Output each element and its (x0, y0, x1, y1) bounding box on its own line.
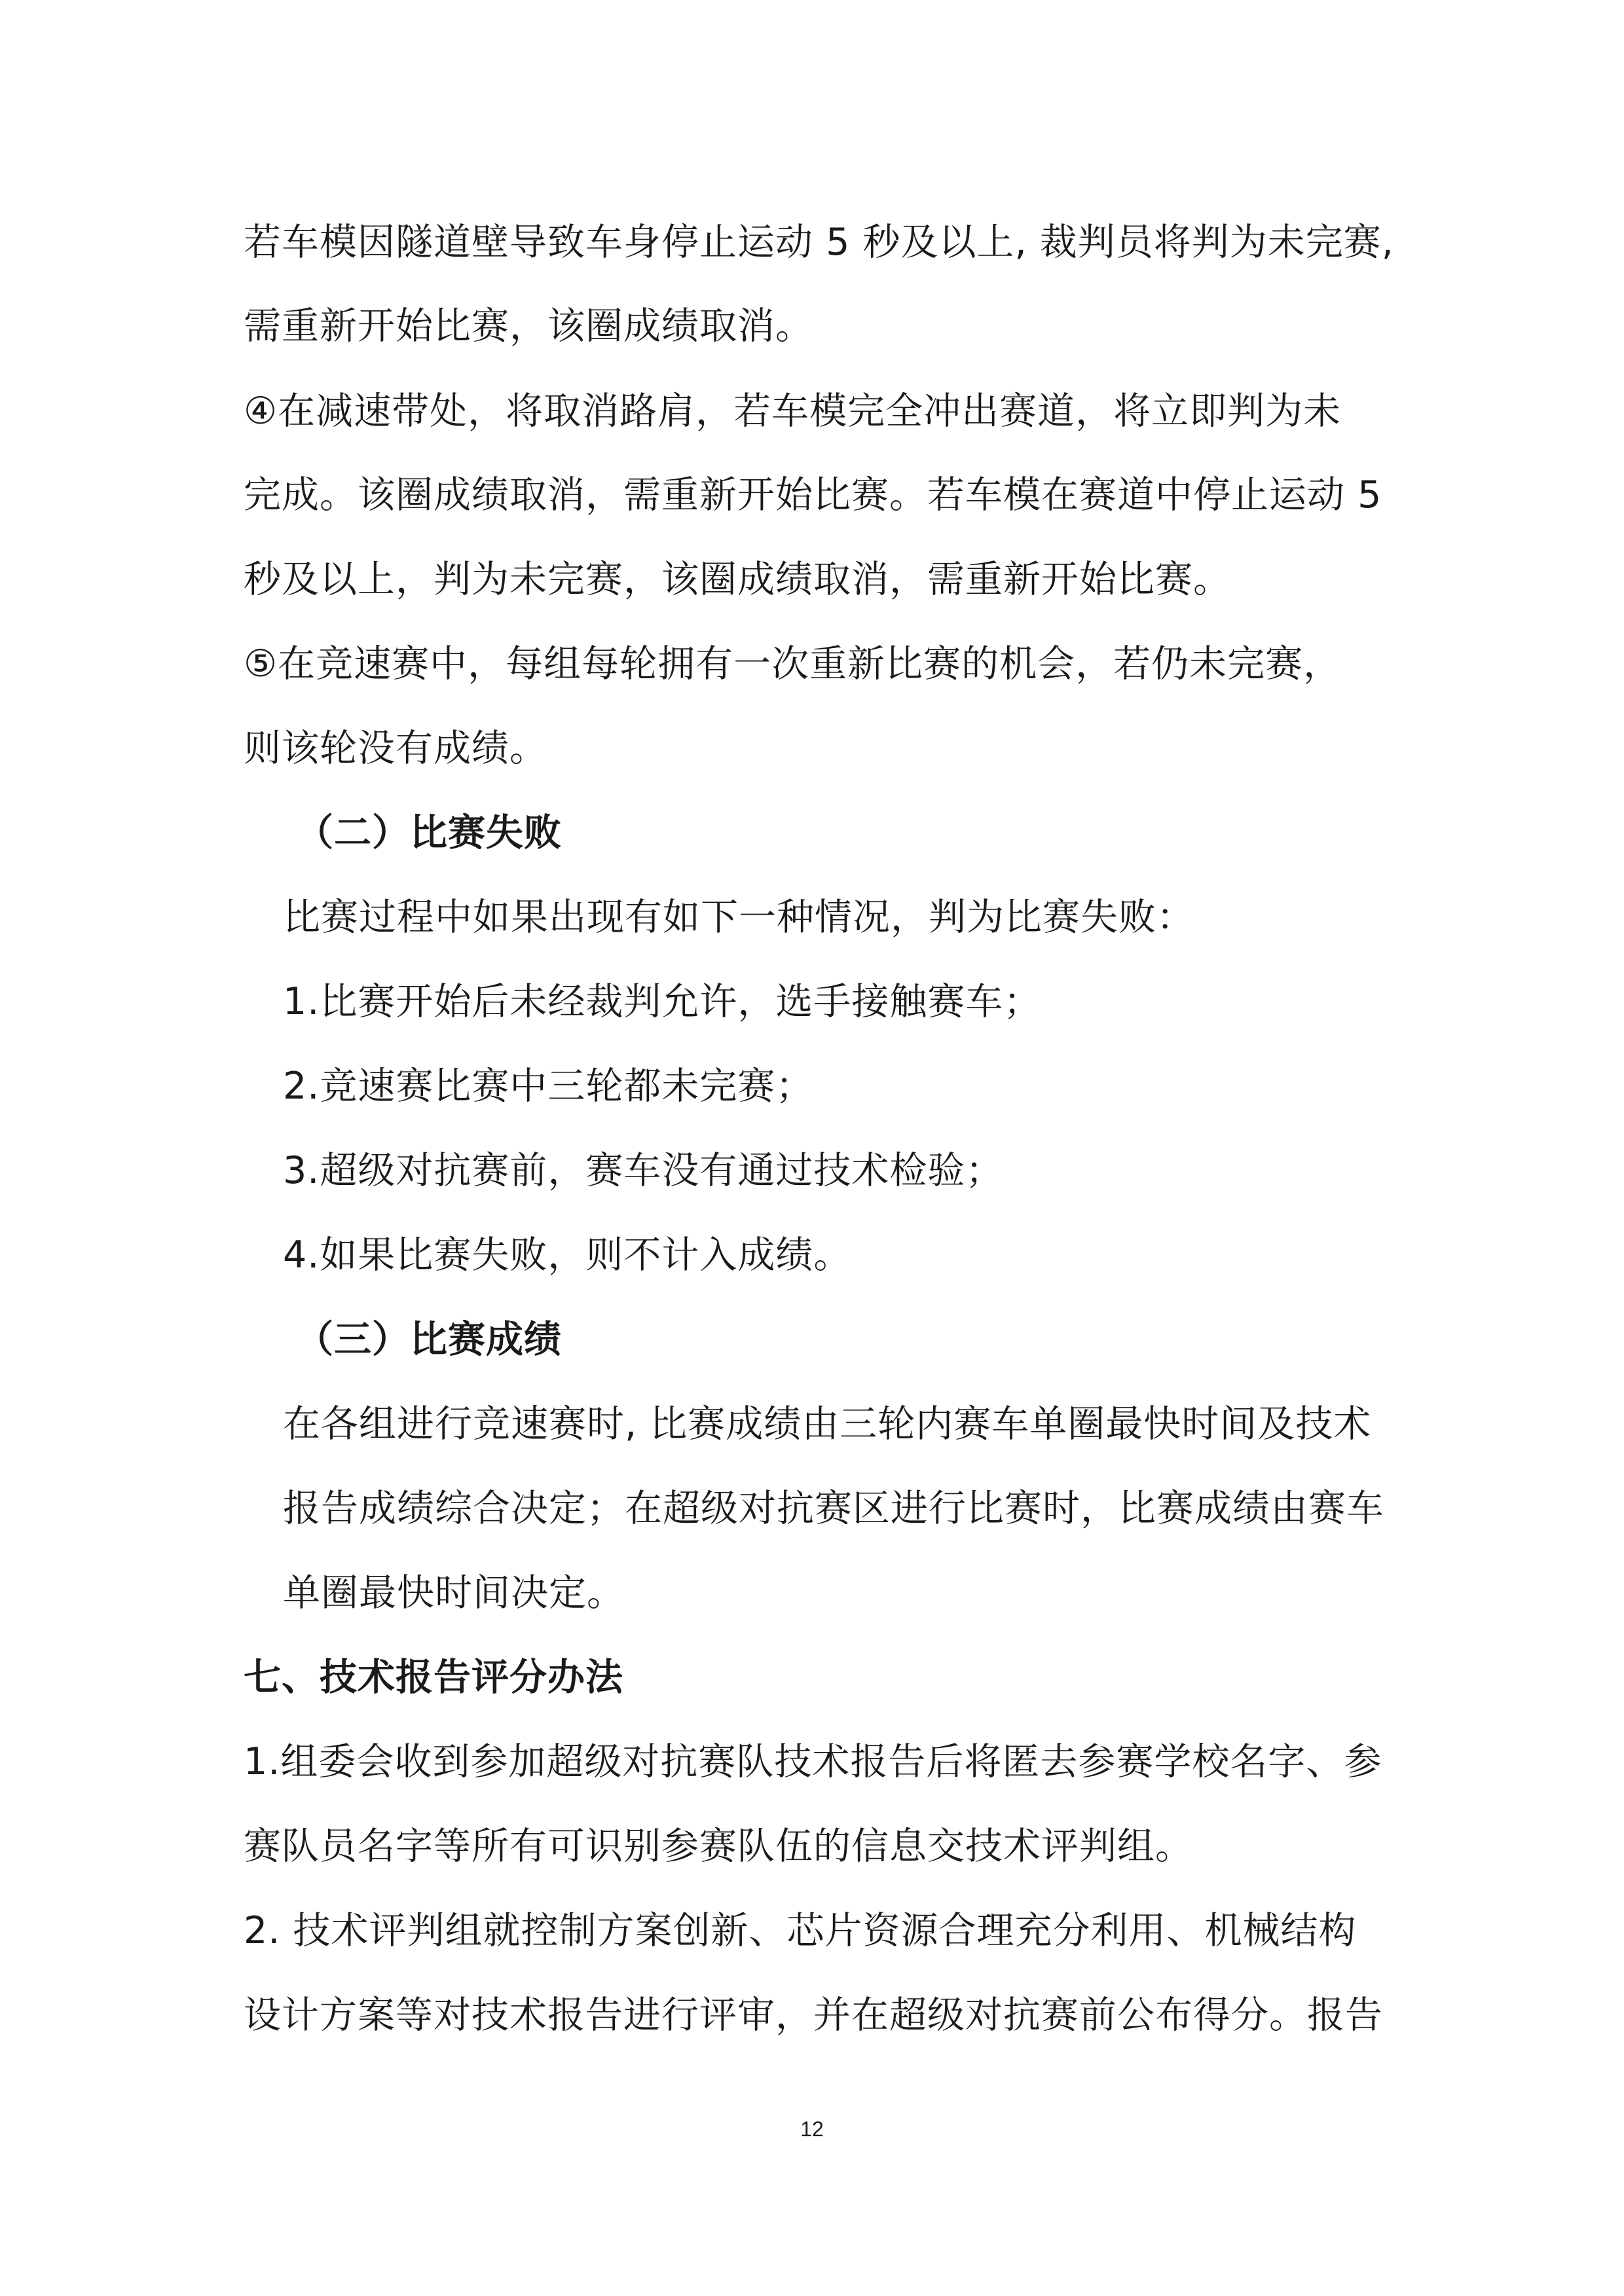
body-text-line: 若车模因隧道壁导致车身停止运动 5 秒及以上, 裁判员将判为未完赛, (244, 221, 1394, 264)
body-text-line: 在各组进行竞速赛时, 比赛成绩由三轮内赛车单圈最快时间及技术 (283, 1402, 1372, 1446)
body-text-line: ④在减速带处，将取消路肩，若车模完全冲出赛道，将立即判为未 (244, 390, 1342, 433)
body-text-line: 完成。该圈成绩取消，需重新开始比赛。若车模在赛道中停止运动 5 (244, 473, 1382, 517)
body-text-line: 报告成绩综合决定；在超级对抗赛区进行比赛时，比赛成绩由赛车 (283, 1487, 1384, 1530)
page-number: 12 (800, 2117, 824, 2141)
list-item: 4.如果比赛失败，则不计入成绩。 (283, 1233, 852, 1277)
body-text-line: 单圈最快时间决定。 (283, 1571, 625, 1614)
section-heading: （三）比赛成绩 (296, 1318, 562, 1361)
body-text-line: ⑤在竞速赛中，每组每轮拥有一次重新比赛的机会，若仍未完赛， (244, 642, 1342, 685)
body-text-line: 秒及以上，判为未完赛，该圈成绩取消，需重新开始比赛。 (244, 558, 1231, 601)
body-text-line: 1.组委会收到参加超级对抗赛队技术报告后将匿去参赛学校名字、参 (244, 1740, 1382, 1783)
section-heading: （二）比赛失败 (296, 811, 562, 854)
body-text-line: 赛队员名字等所有可识别参赛队伍的信息交技术评判组。 (244, 1825, 1193, 1868)
body-text-line: 需重新开始比赛，该圈成绩取消。 (244, 304, 813, 348)
list-item: 3.超级对抗赛前，赛车没有通过技术检验； (283, 1149, 1004, 1192)
body-text-line: 2. 技术评判组就控制方案创新、芯片资源合理充分利用、机械结构 (244, 1909, 1357, 1952)
section-intro: 比赛过程中如果出现有如下一种情况，判为比赛失败： (283, 896, 1194, 939)
list-item: 1.比赛开始后未经裁判允许，选手接触赛车； (283, 980, 1042, 1023)
chapter-heading: 七、技术报告评分办法 (244, 1656, 623, 1699)
list-item: 2.竞速赛比赛中三轮都未完赛； (283, 1065, 814, 1108)
body-text-line: 则该轮没有成绩。 (244, 727, 547, 770)
body-text-line: 设计方案等对技术报告进行评审，并在超级对抗赛前公布得分。报告 (244, 1994, 1383, 2037)
